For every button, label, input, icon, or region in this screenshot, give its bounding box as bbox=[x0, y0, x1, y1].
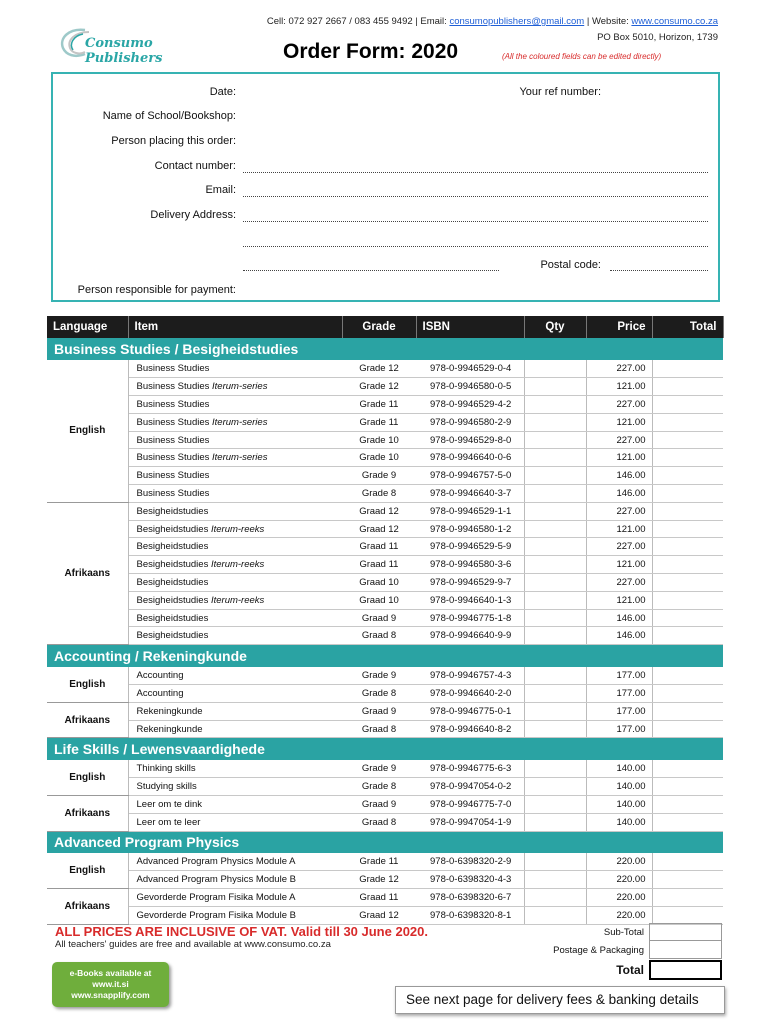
grade-cell: Graad 12 bbox=[342, 907, 416, 925]
item-name: Thinking skills bbox=[136, 763, 196, 775]
order-table bbox=[47, 316, 724, 925]
item-name: Business Studies bbox=[136, 452, 210, 464]
item-name: Business Studies bbox=[136, 416, 210, 428]
qty-input[interactable] bbox=[524, 609, 586, 627]
table-row bbox=[47, 574, 723, 592]
person-label: Person placing this order: bbox=[111, 135, 236, 147]
qty-input[interactable] bbox=[524, 431, 586, 449]
header-isbn: ISBN bbox=[416, 316, 524, 338]
isbn-cell: 978-0-9946775-1-8 bbox=[416, 609, 524, 627]
isbn-cell: 978-0-9946775-7-0 bbox=[416, 796, 524, 814]
grade-cell: Grade 10 bbox=[342, 431, 416, 449]
item-name: Besigheidstudies bbox=[136, 559, 209, 571]
grade-cell: Grade 9 bbox=[342, 760, 416, 778]
price-cell: 227.00 bbox=[586, 396, 652, 414]
section-header-row bbox=[47, 645, 723, 667]
isbn-cell: 978-0-6398320-4-3 bbox=[416, 871, 524, 889]
email-line[interactable] bbox=[243, 196, 708, 197]
row-total-cell[interactable] bbox=[652, 378, 723, 396]
isbn-cell: 978-0-9947054-0-2 bbox=[416, 778, 524, 796]
see-next-page-note: See next page for delivery fees & banking details bbox=[395, 986, 725, 1014]
qty-input[interactable] bbox=[524, 360, 586, 378]
section-title: Accounting / Rekeningkunde bbox=[47, 645, 723, 667]
qty-input[interactable] bbox=[524, 556, 586, 574]
table-row bbox=[47, 396, 723, 414]
item-name: Besigheidstudies bbox=[136, 630, 209, 642]
grade-cell: Grade 12 bbox=[342, 871, 416, 889]
item-name: Accounting bbox=[136, 687, 184, 699]
section-header-row bbox=[47, 338, 723, 360]
row-total-cell[interactable] bbox=[652, 778, 723, 796]
item-cell bbox=[128, 413, 342, 431]
postal-code-label: Postal code: bbox=[540, 259, 601, 271]
isbn-cell: 978-0-9946580-2-9 bbox=[416, 413, 524, 431]
qty-input[interactable] bbox=[524, 702, 586, 720]
isbn-cell: 978-0-9946640-9-9 bbox=[416, 627, 524, 645]
price-cell: 220.00 bbox=[586, 871, 652, 889]
item-series: Iterum-reeks bbox=[210, 523, 265, 535]
qty-input[interactable] bbox=[524, 853, 586, 871]
grade-cell: Graad 12 bbox=[342, 502, 416, 520]
row-total-cell[interactable] bbox=[652, 502, 723, 520]
price-cell: 177.00 bbox=[586, 685, 652, 703]
grade-cell: Graad 10 bbox=[342, 574, 416, 592]
item-series: Iterum-reeks bbox=[210, 559, 265, 571]
grade-cell: Grade 9 bbox=[342, 667, 416, 685]
item-name: Besigheidstudies bbox=[136, 576, 209, 588]
table-row bbox=[47, 609, 723, 627]
section-title: Life Skills / Lewensvaardighede bbox=[47, 738, 723, 760]
item-cell bbox=[128, 396, 342, 414]
postage-field[interactable] bbox=[649, 941, 722, 959]
item-name: Gevorderde Program Fisika Module B bbox=[136, 909, 296, 921]
isbn-cell: 978-0-9946529-4-2 bbox=[416, 396, 524, 414]
language-cell: Afrikaans bbox=[47, 502, 128, 644]
row-total-cell[interactable] bbox=[652, 591, 723, 609]
date-label: Date: bbox=[209, 86, 236, 98]
table-row bbox=[47, 591, 723, 609]
language-cell: English bbox=[47, 760, 128, 796]
item-series: Iterum-reeks bbox=[210, 594, 265, 606]
item-name: Business Studies bbox=[136, 434, 210, 446]
grade-cell: Grade 11 bbox=[342, 413, 416, 431]
language-cell: English bbox=[47, 360, 128, 502]
qty-input[interactable] bbox=[524, 720, 586, 738]
grade-cell: Grade 8 bbox=[342, 685, 416, 703]
isbn-cell: 978-0-9946640-1-3 bbox=[416, 591, 524, 609]
price-cell: 140.00 bbox=[586, 760, 652, 778]
table-header-row bbox=[47, 316, 723, 338]
price-cell: 146.00 bbox=[586, 627, 652, 645]
grade-cell: Grade 11 bbox=[342, 853, 416, 871]
table-row bbox=[47, 502, 723, 520]
qty-input[interactable] bbox=[524, 796, 586, 814]
table-row bbox=[47, 871, 723, 889]
isbn-cell: 978-0-9946757-5-0 bbox=[416, 467, 524, 485]
isbn-cell: 978-0-9946529-0-4 bbox=[416, 360, 524, 378]
contact-number-line[interactable] bbox=[243, 172, 708, 173]
price-cell: 140.00 bbox=[586, 796, 652, 814]
isbn-cell: 978-0-9946640-8-2 bbox=[416, 720, 524, 738]
language-cell: English bbox=[47, 667, 128, 703]
delivery-address-line-3[interactable] bbox=[243, 270, 499, 271]
row-total-cell[interactable] bbox=[652, 760, 723, 778]
qty-input[interactable] bbox=[524, 520, 586, 538]
price-cell: 146.00 bbox=[586, 467, 652, 485]
row-total-cell[interactable] bbox=[652, 720, 723, 738]
row-total-cell[interactable] bbox=[652, 889, 723, 907]
website-prefix: | Website: bbox=[586, 16, 629, 27]
isbn-cell: 978-0-9946529-8-0 bbox=[416, 431, 524, 449]
row-total-cell[interactable] bbox=[652, 449, 723, 467]
grade-cell: Grade 8 bbox=[342, 778, 416, 796]
item-name: Business Studies bbox=[136, 398, 210, 410]
table-row bbox=[47, 813, 723, 831]
item-cell bbox=[128, 720, 342, 738]
table-row bbox=[47, 667, 723, 685]
vat-note: ALL PRICES ARE INCLUSIVE OF VAT. Valid till 30 June 2020. bbox=[55, 924, 429, 939]
qty-input[interactable] bbox=[524, 871, 586, 889]
item-cell bbox=[128, 871, 342, 889]
grade-cell: Graad 10 bbox=[342, 591, 416, 609]
isbn-cell: 978-0-6398320-8-1 bbox=[416, 907, 524, 925]
price-cell: 140.00 bbox=[586, 813, 652, 831]
qty-input[interactable] bbox=[524, 413, 586, 431]
item-name: Besigheidstudies bbox=[136, 612, 209, 624]
website-link[interactable]: www.consumo.co.za bbox=[631, 16, 718, 27]
table-row bbox=[47, 485, 723, 503]
item-cell bbox=[128, 609, 342, 627]
header-qty: Qty bbox=[524, 316, 586, 338]
header-total: Total bbox=[652, 316, 723, 338]
price-cell: 140.00 bbox=[586, 778, 652, 796]
qty-input[interactable] bbox=[524, 685, 586, 703]
table-row bbox=[47, 778, 723, 796]
table-row bbox=[47, 760, 723, 778]
isbn-cell: 978-0-9946757-4-3 bbox=[416, 667, 524, 685]
isbn-cell: 978-0-6398320-6-7 bbox=[416, 889, 524, 907]
delivery-address-line-2[interactable] bbox=[243, 246, 708, 247]
qty-input[interactable] bbox=[524, 760, 586, 778]
payment-person-label: Person responsible for payment: bbox=[77, 284, 236, 296]
table-row bbox=[47, 360, 723, 378]
row-total-cell[interactable] bbox=[652, 467, 723, 485]
row-total-cell[interactable] bbox=[652, 413, 723, 431]
price-cell: 220.00 bbox=[586, 889, 652, 907]
row-total-cell[interactable] bbox=[652, 871, 723, 889]
isbn-cell: 978-0-9946775-0-1 bbox=[416, 702, 524, 720]
qty-input[interactable] bbox=[524, 485, 586, 503]
section-header-row bbox=[47, 738, 723, 760]
item-name: Rekeningkunde bbox=[136, 723, 203, 735]
qty-input[interactable] bbox=[524, 627, 586, 645]
item-name: Besigheidstudies bbox=[136, 594, 209, 606]
row-total-cell[interactable] bbox=[652, 431, 723, 449]
item-name: Besigheidstudies bbox=[136, 541, 209, 553]
row-total-cell[interactable] bbox=[652, 813, 723, 831]
item-cell bbox=[128, 502, 342, 520]
postal-address: PO Box 5010, Horizon, 1739 bbox=[597, 32, 718, 43]
table-row bbox=[47, 907, 723, 925]
row-total-cell[interactable] bbox=[652, 702, 723, 720]
item-cell bbox=[128, 591, 342, 609]
table-row bbox=[47, 378, 723, 396]
qty-input[interactable] bbox=[524, 467, 586, 485]
grade-cell: Graad 8 bbox=[342, 813, 416, 831]
price-cell: 227.00 bbox=[586, 538, 652, 556]
order-details-box bbox=[51, 72, 720, 302]
table-row bbox=[47, 702, 723, 720]
isbn-cell: 978-0-9947054-1-9 bbox=[416, 813, 524, 831]
item-name: Rekeningkunde bbox=[136, 705, 203, 717]
item-cell bbox=[128, 360, 342, 378]
delivery-address-label: Delivery Address: bbox=[150, 209, 236, 221]
item-cell bbox=[128, 685, 342, 703]
price-cell: 220.00 bbox=[586, 907, 652, 925]
item-name: Leer om te leer bbox=[136, 816, 201, 828]
grade-cell: Graad 8 bbox=[342, 627, 416, 645]
postal-code-line[interactable] bbox=[610, 270, 708, 271]
isbn-cell: 978-0-9946580-0-5 bbox=[416, 378, 524, 396]
grade-cell: Graad 11 bbox=[342, 556, 416, 574]
isbn-cell: 978-0-9946640-0-6 bbox=[416, 449, 524, 467]
price-cell: 146.00 bbox=[586, 485, 652, 503]
language-cell: Afrikaans bbox=[47, 889, 128, 925]
row-total-cell[interactable] bbox=[652, 796, 723, 814]
item-name: Business Studies bbox=[136, 470, 210, 482]
table-row bbox=[47, 796, 723, 814]
grade-cell: Graad 11 bbox=[342, 889, 416, 907]
ebook-link-itsi[interactable]: www.it.si bbox=[92, 979, 129, 989]
contact-number-label: Contact number: bbox=[154, 160, 236, 172]
row-total-cell[interactable] bbox=[652, 360, 723, 378]
row-total-cell[interactable] bbox=[652, 627, 723, 645]
postage-label: Postage & Packaging bbox=[553, 945, 644, 956]
item-cell bbox=[128, 556, 342, 574]
item-cell bbox=[128, 778, 342, 796]
qty-input[interactable] bbox=[524, 449, 586, 467]
header-item: Item bbox=[128, 316, 342, 338]
price-cell: 220.00 bbox=[586, 853, 652, 871]
item-series: Iterum-series bbox=[212, 416, 268, 428]
price-cell: 121.00 bbox=[586, 413, 652, 431]
isbn-cell: 978-0-9946775-6-3 bbox=[416, 760, 524, 778]
item-cell bbox=[128, 520, 342, 538]
item-name: Besigheidstudies bbox=[136, 505, 209, 517]
row-total-cell[interactable] bbox=[652, 609, 723, 627]
table-row bbox=[47, 538, 723, 556]
price-cell: 121.00 bbox=[586, 591, 652, 609]
isbn-cell: 978-0-9946640-3-7 bbox=[416, 485, 524, 503]
header-price: Price bbox=[586, 316, 652, 338]
language-cell: English bbox=[47, 853, 128, 889]
header-language: Language bbox=[47, 316, 128, 338]
item-name: Business Studies bbox=[136, 381, 210, 393]
item-cell bbox=[128, 449, 342, 467]
qty-input[interactable] bbox=[524, 907, 586, 925]
item-name: Studying skills bbox=[136, 781, 197, 793]
item-cell bbox=[128, 667, 342, 685]
row-total-cell[interactable] bbox=[652, 396, 723, 414]
page-title: Order Form: 2020 bbox=[283, 40, 459, 63]
item-name: Besigheidstudies bbox=[136, 523, 209, 535]
ref-number-label: Your ref number: bbox=[519, 86, 601, 98]
table-row bbox=[47, 449, 723, 467]
item-cell bbox=[128, 907, 342, 925]
row-total-cell[interactable] bbox=[652, 556, 723, 574]
item-name: Leer om te dink bbox=[136, 798, 202, 810]
grade-cell: Graad 8 bbox=[342, 720, 416, 738]
page-header bbox=[0, 0, 770, 70]
isbn-cell: 978-0-9946529-9-7 bbox=[416, 574, 524, 592]
price-cell: 227.00 bbox=[586, 360, 652, 378]
price-cell: 146.00 bbox=[586, 609, 652, 627]
row-total-cell[interactable] bbox=[652, 520, 723, 538]
qty-input[interactable] bbox=[524, 778, 586, 796]
email-link[interactable]: consumopublishers@gmail.com bbox=[449, 16, 585, 27]
table-row bbox=[47, 720, 723, 738]
contact-line bbox=[267, 16, 718, 27]
isbn-cell: 978-0-9946529-1-1 bbox=[416, 502, 524, 520]
delivery-address-line-1[interactable] bbox=[243, 221, 708, 222]
ebook-link-snapplify[interactable]: www.snapplify.com bbox=[71, 990, 150, 1000]
qty-input[interactable] bbox=[524, 378, 586, 396]
grade-cell: Grade 10 bbox=[342, 449, 416, 467]
isbn-cell: 978-0-9946640-2-0 bbox=[416, 685, 524, 703]
grade-cell: Graad 9 bbox=[342, 796, 416, 814]
table-row bbox=[47, 467, 723, 485]
grade-cell: Grade 12 bbox=[342, 378, 416, 396]
item-series: Iterum-series bbox=[212, 452, 268, 464]
subtotal-label: Sub-Total bbox=[603, 927, 644, 938]
price-cell: 121.00 bbox=[586, 449, 652, 467]
header-grade: Grade bbox=[342, 316, 416, 338]
grade-cell: Graad 9 bbox=[342, 609, 416, 627]
qty-input[interactable] bbox=[524, 889, 586, 907]
qty-input[interactable] bbox=[524, 813, 586, 831]
qty-input[interactable] bbox=[524, 591, 586, 609]
row-total-cell[interactable] bbox=[652, 685, 723, 703]
row-total-cell[interactable] bbox=[652, 907, 723, 925]
item-name: Gevorderde Program Fisika Module A bbox=[136, 892, 296, 904]
email-label: Email: bbox=[205, 184, 236, 196]
isbn-cell: 978-0-9946580-1-2 bbox=[416, 520, 524, 538]
ebook-badge bbox=[52, 962, 169, 1007]
edit-note: (All the coloured fields can be edited directly) bbox=[502, 52, 662, 61]
item-cell bbox=[128, 702, 342, 720]
row-total-cell[interactable] bbox=[652, 538, 723, 556]
item-cell bbox=[128, 431, 342, 449]
item-name: Advanced Program Physics Module B bbox=[136, 874, 296, 886]
row-total-cell[interactable] bbox=[652, 485, 723, 503]
item-name: Business Studies bbox=[136, 487, 210, 499]
item-cell bbox=[128, 889, 342, 907]
qty-input[interactable] bbox=[524, 538, 586, 556]
item-cell bbox=[128, 378, 342, 396]
logo-text: Consumo Publishers bbox=[85, 36, 163, 66]
item-cell bbox=[128, 485, 342, 503]
qty-input[interactable] bbox=[524, 667, 586, 685]
item-cell bbox=[128, 813, 342, 831]
contact-prefix: Cell: 072 927 2667 / 083 455 9492 | Email: bbox=[266, 16, 447, 27]
qty-input[interactable] bbox=[524, 396, 586, 414]
table-row bbox=[47, 413, 723, 431]
price-cell: 177.00 bbox=[586, 720, 652, 738]
grade-cell: Grade 12 bbox=[342, 360, 416, 378]
price-cell: 177.00 bbox=[586, 667, 652, 685]
price-cell: 121.00 bbox=[586, 378, 652, 396]
grade-cell: Grade 8 bbox=[342, 485, 416, 503]
item-name: Advanced Program Physics Module A bbox=[136, 856, 296, 868]
item-name: Business Studies bbox=[136, 363, 210, 375]
table-row bbox=[47, 556, 723, 574]
item-cell bbox=[128, 467, 342, 485]
item-cell bbox=[128, 760, 342, 778]
table-row bbox=[47, 889, 723, 907]
table-row bbox=[47, 431, 723, 449]
row-total-cell[interactable] bbox=[652, 667, 723, 685]
total-label: Total bbox=[616, 963, 644, 977]
item-cell bbox=[128, 796, 342, 814]
item-series: Iterum-series bbox=[212, 381, 268, 393]
table-row bbox=[47, 853, 723, 871]
qty-input[interactable] bbox=[524, 574, 586, 592]
grade-cell: Graad 9 bbox=[342, 702, 416, 720]
language-cell: Afrikaans bbox=[47, 796, 128, 832]
section-header-row bbox=[47, 831, 723, 853]
item-cell bbox=[128, 853, 342, 871]
isbn-cell: 978-0-9946580-3-6 bbox=[416, 556, 524, 574]
row-total-cell[interactable] bbox=[652, 853, 723, 871]
table-row bbox=[47, 627, 723, 645]
order-table-body bbox=[47, 338, 723, 924]
school-label: Name of School/Bookshop: bbox=[102, 110, 236, 122]
section-title: Business Studies / Besigheidstudies bbox=[47, 338, 723, 360]
row-total-cell[interactable] bbox=[652, 574, 723, 592]
ebook-line: e-Books available at bbox=[69, 968, 152, 978]
grade-cell: Grade 9 bbox=[342, 467, 416, 485]
consumo-logo bbox=[55, 24, 205, 64]
grade-cell: Graad 11 bbox=[342, 538, 416, 556]
item-name: Accounting bbox=[136, 669, 184, 681]
item-cell bbox=[128, 574, 342, 592]
price-cell: 227.00 bbox=[586, 574, 652, 592]
item-cell bbox=[128, 627, 342, 645]
section-title: Advanced Program Physics bbox=[47, 831, 723, 853]
table-row bbox=[47, 685, 723, 703]
price-cell: 227.00 bbox=[586, 502, 652, 520]
grade-cell: Grade 11 bbox=[342, 396, 416, 414]
guides-note: All teachers' guides are free and available at www.consumo.co.za bbox=[55, 939, 331, 950]
table-row bbox=[47, 520, 723, 538]
subtotal-field[interactable] bbox=[649, 923, 722, 941]
qty-input[interactable] bbox=[524, 502, 586, 520]
isbn-cell: 978-0-6398320-2-9 bbox=[416, 853, 524, 871]
item-cell bbox=[128, 538, 342, 556]
grand-total-field[interactable] bbox=[649, 960, 722, 980]
price-cell: 121.00 bbox=[586, 556, 652, 574]
language-cell: Afrikaans bbox=[47, 702, 128, 738]
price-cell: 177.00 bbox=[586, 702, 652, 720]
grade-cell: Graad 12 bbox=[342, 520, 416, 538]
price-cell: 121.00 bbox=[586, 520, 652, 538]
price-cell: 227.00 bbox=[586, 431, 652, 449]
isbn-cell: 978-0-9946529-5-9 bbox=[416, 538, 524, 556]
